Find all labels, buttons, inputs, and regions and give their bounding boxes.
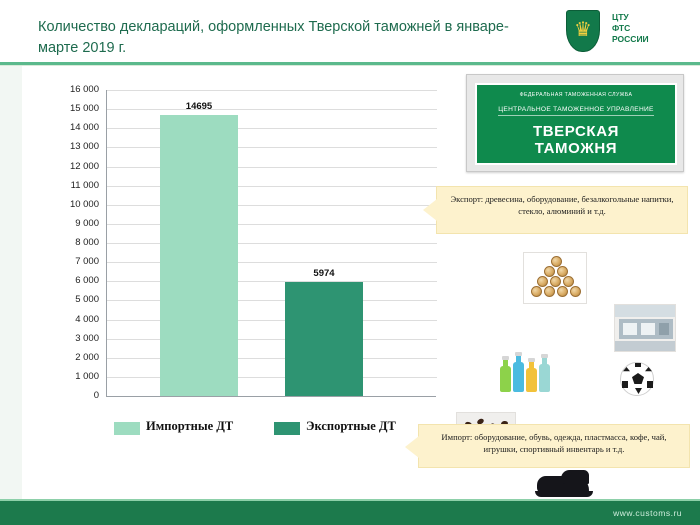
export-callout (436, 186, 688, 234)
bar-value-label: 14695 (185, 101, 213, 112)
chart-gridline (107, 281, 437, 282)
y-axis-tick-label: 6 000 (75, 275, 99, 286)
legend-swatch (274, 422, 300, 435)
chart-bar (285, 282, 363, 396)
chart-gridline (107, 243, 437, 244)
slide-header (0, 0, 700, 62)
chart-gridline (107, 377, 437, 378)
signboard-line-1: ФЕДЕРАЛЬНАЯ ТАМОЖЕННАЯ СЛУЖБА (519, 92, 633, 98)
y-axis-tick-label: 14 000 (69, 122, 99, 133)
chart-gridline (107, 358, 437, 359)
callout-pointer-icon (423, 199, 437, 221)
chart-gridline (107, 224, 437, 225)
y-axis-tick-label: 3 000 (75, 333, 99, 344)
logs-photo (523, 252, 587, 304)
y-axis-tick-label: 1 000 (75, 371, 99, 382)
emblem-label: ЦТУ ФТС РОССИИ (612, 12, 649, 44)
legend-label: Экспортные ДТ (306, 419, 396, 433)
russian-eagle-shield-icon: ♛ (560, 8, 606, 56)
soccer-ball-icon (620, 362, 660, 402)
y-axis-tick-label: 0 (93, 390, 99, 401)
y-axis-tick-label: 11 000 (70, 180, 99, 191)
chart-plot-area (69, 84, 436, 401)
chart-gridline (107, 147, 437, 148)
chart-gridline (107, 109, 437, 110)
y-axis-tick-label: 8 000 (75, 237, 99, 248)
y-axis-tick-label: 15 000 (69, 103, 99, 114)
footer-site-label: www.customs.ru (613, 508, 682, 518)
export-callout-text: Экспорт: древесина, оборудование, безалкогольные напитки, стекло, алюминий и т.д. (450, 194, 674, 216)
y-axis-tick-label: 10 000 (69, 199, 99, 210)
plastic-bottles-icon (496, 352, 554, 392)
y-axis-tick-label: 7 000 (75, 256, 99, 267)
legend-label: Импортные ДТ (146, 419, 234, 433)
legend-swatch (114, 422, 140, 435)
chart-gridline (107, 320, 437, 321)
bar-value-label: 5974 (313, 268, 335, 279)
chart-gridline (107, 205, 437, 206)
y-axis-tick-label: 4 000 (75, 314, 99, 325)
import-callout-text: Импорт: оборудование, обувь, одежда, пластмасса, кофе, чай, игрушки, спортивный инвентарь и т.д. (441, 432, 667, 454)
header-divider-thin (0, 65, 700, 66)
slide-footer (0, 501, 700, 525)
signboard-line-3: ТВЕРСКАЯ ТАМОЖНЯ (532, 123, 620, 157)
y-axis-tick-label: 5 000 (75, 294, 99, 305)
import-callout (418, 424, 690, 468)
chart-legend (114, 418, 444, 442)
chart-gridline (107, 128, 437, 129)
chart-gridline (107, 262, 437, 263)
callout-pointer-icon (405, 436, 419, 458)
chart-gridline (107, 339, 437, 340)
y-axis-tick-label: 16 000 (69, 84, 99, 95)
signboard-line-2: ЦЕНТРАЛЬНОЕ ТАМОЖЕННОЕ УПРАВЛЕНИЕ (498, 106, 654, 116)
chart-gridline (107, 90, 437, 91)
tver-customs-signboard-photo (466, 74, 684, 172)
declarations-bar-chart (30, 78, 450, 450)
y-axis-tick-label: 12 000 (69, 161, 99, 172)
y-axis-tick-label: 9 000 (75, 218, 99, 229)
chart-gridline (107, 300, 437, 301)
y-axis-tick-label: 2 000 (75, 352, 99, 363)
page-title: Количество деклараций, оформленных Тверской таможней в январе-марте 2019 г. (38, 19, 509, 56)
chart-bar (160, 115, 238, 396)
y-axis-tick-label: 13 000 (69, 141, 99, 152)
left-edge-tint (0, 66, 22, 501)
chart-gridline (107, 186, 437, 187)
sneaker-icon (535, 470, 595, 500)
chart-gridline (107, 167, 437, 168)
machine-photo (614, 304, 676, 352)
